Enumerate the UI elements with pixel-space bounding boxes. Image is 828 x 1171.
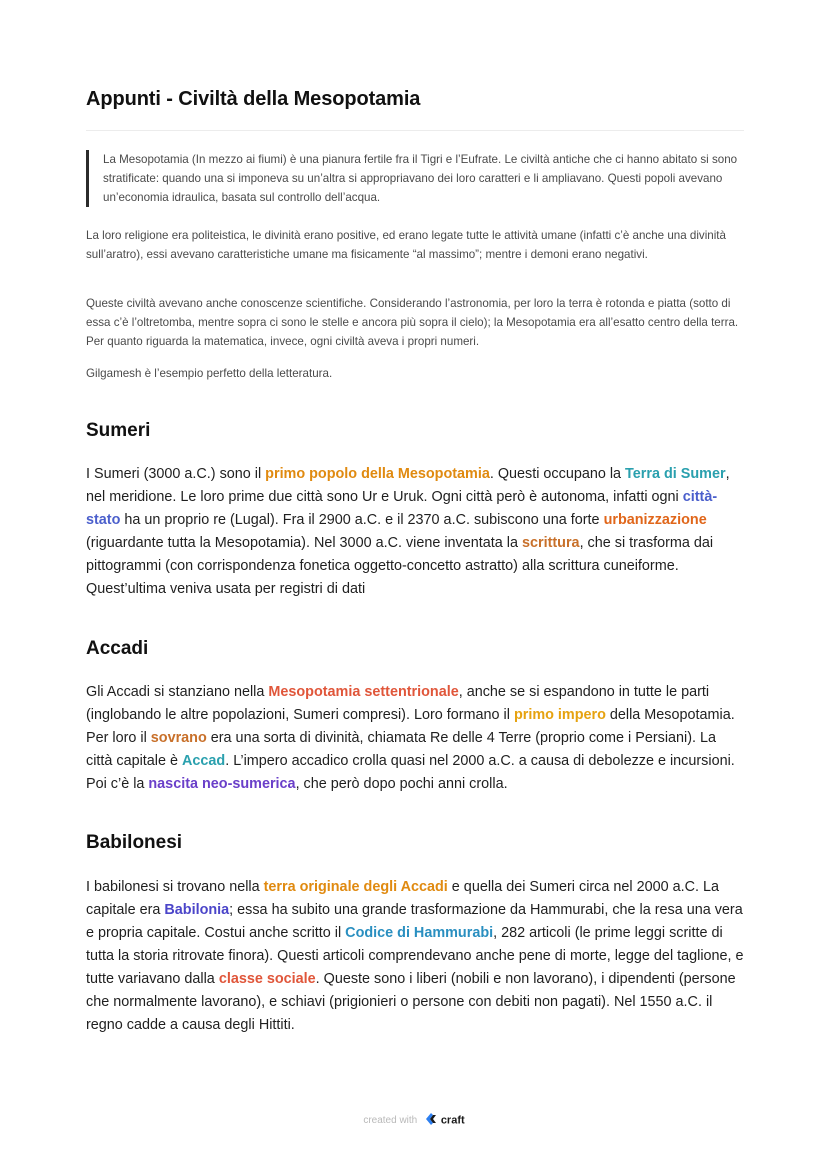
footer-brand[interactable]: craft [440,1114,465,1127]
text-run: (riguardante tutta la Mesopotamia). Nel 3000 a.C. viene inventata la [86,535,522,551]
footer-created-label: created with [363,1115,418,1126]
highlighted-term: terra originale degli Accadi [263,879,448,895]
text-run: , 282 articoli (le prime leggi scritte di tutta la storia ritrovate finora). Questi articoli comprendevano anche pene di morte, legge del taglione, e tutte variavano dalla [86,925,744,987]
text-run: Gli Accadi si stanziano nella [86,684,269,700]
text-run: era una sorta di divinità, chiamata Re delle 4 Terre (proprio come i Persiani). La città capitale è [86,730,717,769]
highlighted-term: Mesopotamia settentrionale [268,684,459,700]
page-title: Appunti - Civiltà della Mesopotamia [86,88,421,110]
section-body-accadi [86,681,746,796]
paragraph-religione: La loro religione era politeistica, le divinità erano positive, ed erano legate tutte le attività umane (infatti c’è anche una divinità sull’aratro), essi avevano caratteristiche umane ma fisicamente “al massimo”; mentre i demoni erano negativi. [86,229,726,261]
highlighted-term: nascita neo-sumerica [148,776,296,792]
highlighted-term: città-stato [86,489,718,528]
highlighted-term: primo impero [513,707,606,723]
title-divider [86,130,744,131]
highlighted-term: primo popolo della Mesopotamia [265,466,490,482]
text-run: ha un proprio re (Lugal). Fra il 2900 a.C. e il 2370 a.C. subiscono una forte [120,512,604,528]
text-run: . L’impero accadico crolla quasi nel 2000 a.C. a causa di debolezze e incursioni. Poi c’è la [86,753,735,792]
text-run: I Sumeri (3000 a.C.) sono il [86,466,266,482]
text-run: della Mesopotamia. Per loro il [86,707,735,746]
highlighted-term: sovrano [150,730,207,746]
highlighted-term: Codice di Hammurabi [345,925,494,941]
highlighted-term: scrittura [521,535,580,551]
highlighted-term: Accad [182,753,226,769]
section-heading-babilonesi: Babilonesi [86,832,183,853]
text-run: . Questi occupano la [489,466,626,482]
text-run: , che però dopo pochi anni crolla. [295,776,508,792]
section-body-sumeri [86,463,746,601]
highlighted-term: urbanizzazione [603,512,707,528]
section-heading-accadi: Accadi [86,638,149,659]
text-run: e quella dei Sumeri circa nel 2000 a.C. La capitale era [86,879,719,918]
highlighted-term: Babilonia [164,902,230,918]
intro-quote: La Mesopotamia (In mezzo ai fiumi) è una pianura fertile fra il Tigri e l’Eufrate. Le civiltà antiche che ci hanno abitato si sono stratificate: quando una si imponeva su un’altra si appropriavano dei loro caratteri e li ampliavano. Questi popoli avevano un’economia idraulica, basata sul controllo dell’acqua. [86,150,753,207]
section-heading-sumeri: Sumeri [86,420,151,441]
paragraph-gilgamesh: Gilgamesh è l’esempio perfetto della letteratura. [86,367,333,380]
text-run: , nel meridione. Le loro prime due città sono Ur e Uruk. Ogni città però è autonoma, infatti ogni [86,466,730,505]
text-run: , anche se si espandono in tutte le parti (inglobando le altre popolazioni, Sumeri compresi). Loro formano il [86,684,710,723]
highlighted-term: Terra di Sumer [625,466,726,482]
section-body-babilonesi [86,876,746,1037]
text-run: I babilonesi si trovano nella [86,879,264,895]
footer [0,1112,828,1129]
craft-logo-icon [424,1112,438,1129]
text-run: , che si trasforma dai pittogrammi (con corrispondenza fonetica oggetto-concetto astratto) alla scrittura cuneiforme. Quest’ultima veniva usata per registri di dati [86,535,714,597]
highlighted-term: classe sociale [218,971,316,987]
paragraph-scienza: Queste civiltà avevano anche conoscenze scientifiche. Considerando l’astronomia, per loro la terra è rotonda e piatta (sotto di essa c’è l’oltretomba, mentre sopra ci sono le stelle e ancora più sopra il cielo); la Mesopotamia era all’esatto centro della terra. Per quanto riguarda la matematica, invece, ogni civiltà aveva i propri numeri. [86,297,739,348]
text-run: . Queste sono i liberi (nobili e non lavorano), i dipendenti (persone che normalmente lavorano), e schiavi (prigionieri o persone con debiti non pagati). Nel 1550 a.C. il regno cadde a causa degli Hittiti. [86,971,736,1033]
text-run: ; essa ha subito una grande trasformazione da Hammurabi, che la resa una vera e propria capitale. Costui anche scritto il [86,902,743,941]
